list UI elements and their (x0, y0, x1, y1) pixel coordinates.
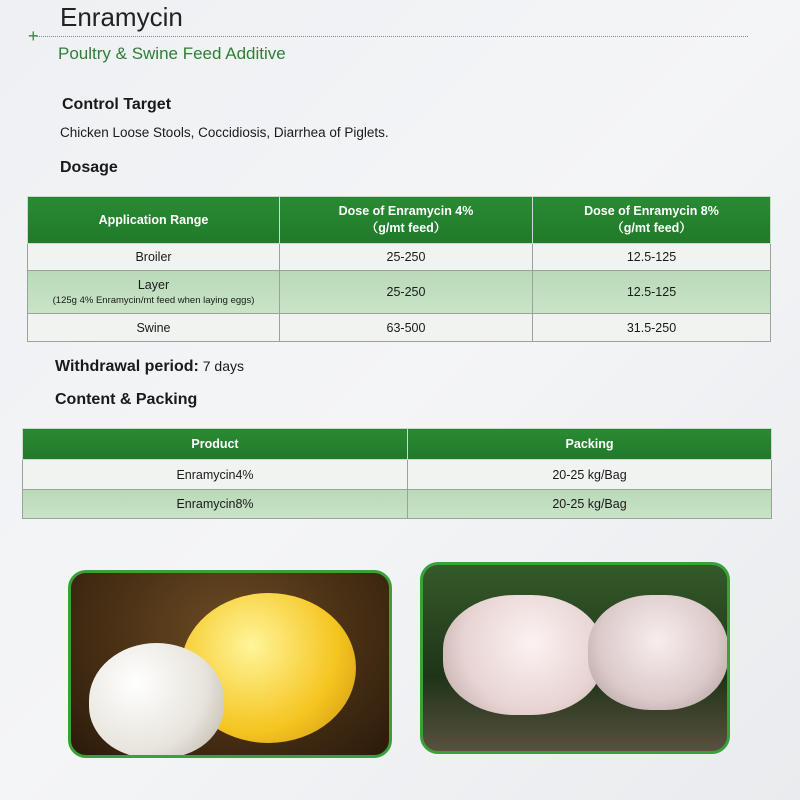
egg-image (89, 643, 224, 758)
withdrawal-period: Withdrawal period: 7 days (55, 358, 244, 375)
subtitle: Poultry & Swine Feed Additive (58, 44, 286, 63)
packing-table (22, 428, 772, 519)
chick-egg-photo (68, 570, 392, 758)
col-header: Dose of Enramycin 4% （g/mt feed） (280, 197, 533, 244)
col-header: Application Range (28, 197, 280, 244)
table-row: Enramycin8% 20-25 kg/Bag (23, 490, 772, 519)
piglets-photo (420, 562, 730, 754)
control-target-text: Chicken Loose Stools, Coccidiosis, Diarrhea of Piglets. (60, 125, 389, 140)
plus-mark-icon: + (28, 26, 39, 46)
page-title: Enramycin (60, 2, 183, 32)
col-header: Packing (408, 429, 772, 460)
dotted-divider (36, 36, 748, 37)
table-row: Swine 63-500 31.5-250 (28, 314, 771, 342)
dosage-table (27, 196, 771, 342)
table-row: Broiler 25-250 12.5-125 (28, 244, 771, 271)
control-target-heading: Control Target (62, 96, 172, 113)
packing-heading: Content & Packing (55, 391, 198, 408)
table-row: Enramycin4% 20-25 kg/Bag (23, 460, 772, 490)
piglet-image (588, 595, 728, 710)
dosage-heading: Dosage (60, 159, 118, 176)
table-row: Layer (125g 4% Enramycin/mt feed when laying eggs) 25-250 12.5-125 (28, 271, 771, 314)
col-header: Product (23, 429, 408, 460)
col-header: Dose of Enramycin 8% （g/mt feed） (533, 197, 771, 244)
piglet-image (443, 595, 603, 715)
